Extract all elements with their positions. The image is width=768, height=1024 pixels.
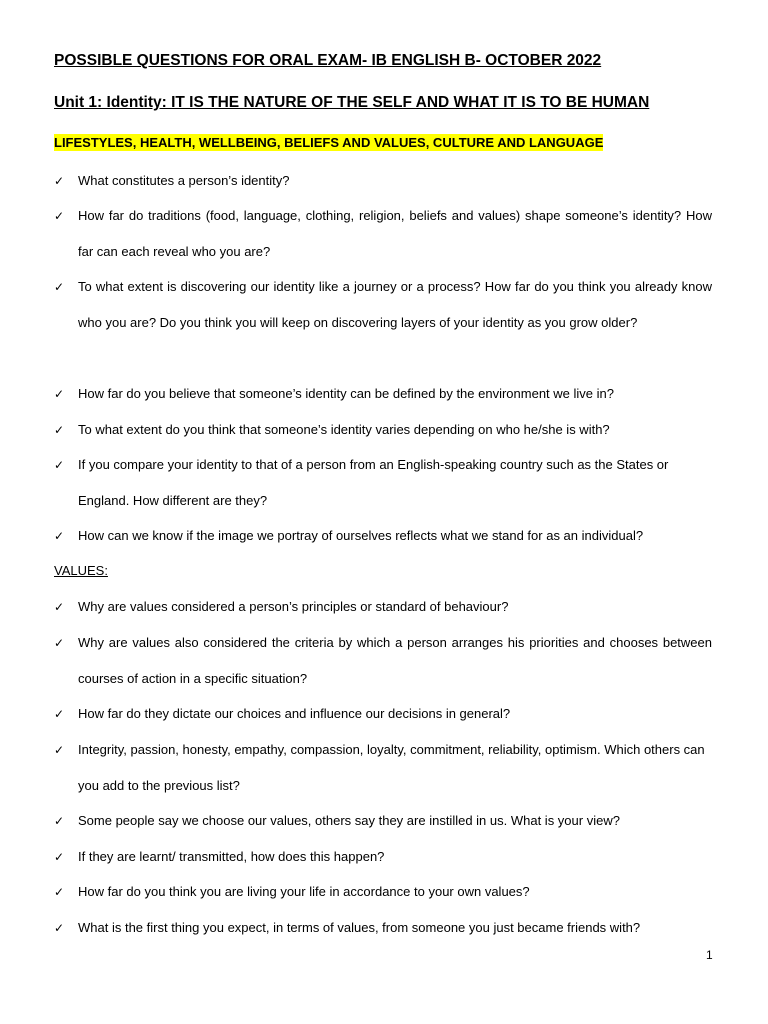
question-text: How far do they dictate our choices and influence our decisions in general?: [78, 706, 511, 721]
question-text: How far do traditions (food, language, clothing, religion, beliefs and values) shape someone’s identity? How far can each reveal who you are?: [78, 208, 712, 259]
question-item: [54, 883, 712, 910]
question-item: [54, 385, 712, 412]
checkmark-icon: ✓: [54, 387, 65, 401]
question-text: What is the first thing you expect, in terms of values, from someone you just became friends with?: [78, 920, 641, 935]
checkmark-icon: ✓: [54, 458, 65, 472]
checkmark-icon: ✓: [54, 743, 65, 757]
question-text: What constitutes a person’s identity?: [78, 173, 290, 188]
question-text: How can we know if the image we portray of ourselves reflects what we stand for as an individual?: [78, 528, 644, 543]
checkmark-icon: ✓: [54, 174, 65, 188]
unit-title: Unit 1: Identity: IT IS THE NATURE OF THE SELF AND WHAT IT IS TO BE HUMAN: [54, 94, 650, 111]
question-text: How far do you believe that someone’s identity can be defined by the environment we live in?: [78, 386, 614, 401]
document-title: POSSIBLE QUESTIONS FOR ORAL EXAM- IB ENGLISH B- OCTOBER 2022: [54, 52, 602, 69]
checkmark-icon: ✓: [54, 885, 65, 899]
checkmark-icon: ✓: [54, 921, 65, 935]
question-item: [54, 741, 712, 803]
checkmark-icon: ✓: [54, 423, 65, 437]
question-item: [54, 812, 712, 839]
question-text: To what extent is discovering our identity like a journey or a process? How far do you think you already know who you are? Do you think you will keep on discovering layers of your identity as you grow older?: [78, 279, 712, 330]
question-item: [54, 456, 712, 518]
question-text: If you compare your identity to that of a person from an English-speaking country such as the States or England. How different are they?: [78, 457, 669, 508]
checkmark-icon: ✓: [54, 814, 65, 828]
question-text: Some people say we choose our values, others say they are instilled in us. What is your view?: [78, 813, 620, 828]
question-item: [54, 527, 712, 554]
question-item: [54, 421, 712, 448]
checkmark-icon: ✓: [54, 636, 65, 650]
question-item: [54, 172, 712, 199]
question-item: [54, 634, 712, 696]
question-item: [54, 598, 712, 625]
question-item: [54, 919, 712, 946]
question-item: [54, 278, 712, 340]
question-text: To what extent do you think that someone’s identity varies depending on who he/she is with?: [78, 422, 610, 437]
question-text: How far do you think you are living your life in accordance to your own values?: [78, 884, 530, 899]
question-text: Integrity, passion, honesty, empathy, compassion, loyalty, commitment, reliability, optimism. Which others can you add to the previous list?: [78, 742, 705, 793]
question-text: If they are learnt/ transmitted, how does this happen?: [78, 849, 385, 864]
highlighted-topic-heading: LIFESTYLES, HEALTH, WELLBEING, BELIEFS AND VALUES, CULTURE AND LANGUAGE: [54, 135, 604, 150]
question-item: [54, 705, 712, 732]
checkmark-icon: ✓: [54, 209, 65, 223]
values-heading: VALUES:: [54, 563, 108, 578]
checkmark-icon: ✓: [54, 850, 65, 864]
question-item: [54, 848, 712, 875]
page-number: 1: [706, 948, 713, 962]
checkmark-icon: ✓: [54, 529, 65, 543]
checkmark-icon: ✓: [54, 280, 65, 294]
checkmark-icon: ✓: [54, 707, 65, 721]
question-text: Why are values considered a person’s principles or standard of behaviour?: [78, 599, 509, 614]
checkmark-icon: ✓: [54, 600, 65, 614]
question-text: Why are values also considered the criteria by which a person arranges his priorities and chooses between courses of action in a specific situation?: [78, 635, 712, 686]
question-item: [54, 207, 712, 269]
